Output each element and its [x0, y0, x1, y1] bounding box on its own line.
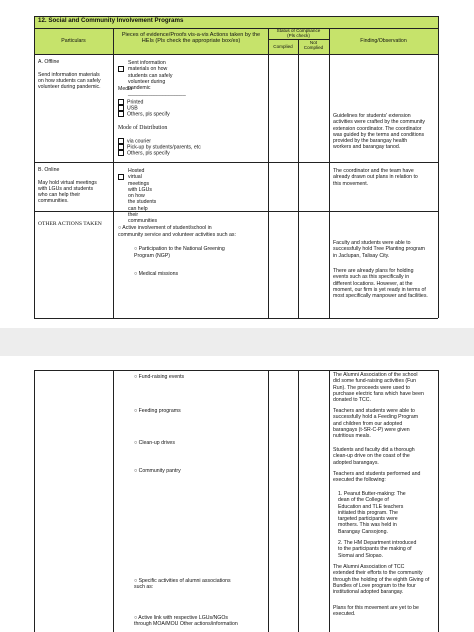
- bullet-icon: ○: [134, 615, 139, 621]
- finding-clean-up: Students and faculty did a thorough clean-up drive on the coast of the adopted barangays.: [333, 447, 415, 466]
- finding-feeding: Teachers and students were able to successfully hold a Feeding Program and children from our adopted barangays (t-SR-C-P) were given nutritious meals.: [333, 408, 419, 440]
- header-evidence: Pieces of evidence/Proofs vis-a-vis Actions taken by the HEIs (Pls check the appropriate box/es): [121, 32, 261, 45]
- border: [329, 28, 330, 318]
- evidence-active-link: ○ Active link with respective LGUs/NGOs through MOA/MOU Other actions/information: [134, 615, 238, 628]
- header-finding: Finding/Observation: [360, 38, 407, 44]
- border: [34, 318, 438, 319]
- finding-offline: Guidelines for students' extension activities were crafted by the community extension coordinator. The coordinator was guided by the terms and conditions provided by the barangay health workers and barangay tanod.: [333, 113, 425, 151]
- border: [329, 370, 330, 632]
- section-title: 12. Social and Community Involvement Programs: [38, 17, 184, 24]
- border: [113, 28, 114, 318]
- finding-performed: Teachers and students performed and executed the following:: [333, 471, 421, 484]
- border: [34, 211, 438, 212]
- header-not-complied: Not Complied: [303, 40, 324, 50]
- media-printed: Printed: [118, 99, 143, 106]
- border: [268, 370, 269, 632]
- bullet-icon: ○: [134, 440, 139, 446]
- border: [298, 39, 299, 318]
- finding-hm-department: 2. The HM Department introduced to the participants the making of Siomai and Siopao.: [338, 540, 417, 559]
- finding-plans: There are already plans for holding events such as this specifically in different locations. However, at the moment, our firm is yet ready in terms of most specifically manpower and facilities.: [333, 268, 428, 300]
- bullet-icon: ○: [134, 408, 139, 414]
- bullet-icon: ○: [134, 468, 139, 474]
- evidence-community-pantry: ○ Community pantry: [134, 468, 181, 474]
- finding-online: The coordinator and the team have already drawn out plans in relation to this movement.: [333, 168, 418, 187]
- mode-pickup: Pick-up by students/parents, etc: [118, 144, 201, 151]
- particular-other-actions: OTHER ACTIONS TAKEN: [38, 221, 102, 227]
- checkbox[interactable]: [118, 150, 124, 156]
- border: [298, 370, 299, 632]
- evidence-active-involvement: ○ Active involvement of student/school in community service and volunteer activities such as:: [118, 225, 236, 238]
- border: [34, 28, 438, 29]
- border: [34, 162, 438, 163]
- border: [34, 54, 438, 55]
- border: [34, 16, 35, 318]
- media-usb: USB: [118, 105, 138, 112]
- border: [438, 370, 439, 632]
- checkbox[interactable]: [118, 111, 124, 117]
- evidence-feeding: ○ Feeding programs: [134, 408, 181, 414]
- bullet-icon: ○: [134, 271, 139, 278]
- border: [34, 370, 438, 371]
- evidence-alumni-activities: ○ Specific activities of alumni associations such as:: [134, 578, 231, 591]
- checkbox[interactable]: [118, 66, 124, 72]
- header-status: Status of Compliance (Pls check): [276, 28, 321, 38]
- bullet-icon: ○: [134, 246, 139, 253]
- evidence-clean-up: ○ Clean-up drives: [134, 440, 175, 446]
- header-particulars: Particulars: [61, 38, 86, 44]
- finding-tree-planting: Faculty and students were able to successfully hold Tree Planting program in Jaclupan, Talisay City.: [333, 240, 425, 259]
- bullet-icon: ○: [118, 225, 123, 232]
- evidence-sent-materials: Sent information materials on how students can safely volunteer during pandemic ____________________: [118, 60, 127, 73]
- bullet-icon: ○: [134, 374, 139, 380]
- particular-online: B. Online May hold virtual meetings with LGUs and students who can help their communities.: [38, 167, 97, 205]
- evidence-virtual-meetings: Hosted virtual meetings with LGUs on how the students can help their communities: [118, 168, 127, 181]
- finding-plans-movement: Plans for this movement are yet to be executed.: [333, 605, 419, 618]
- mode-label: Mode of Distribution: [118, 125, 168, 131]
- evidence-medical: ○ Medical missions: [134, 271, 179, 278]
- mode-courier: via courier: [118, 138, 151, 145]
- border: [268, 28, 269, 318]
- header-complied: Complied: [273, 44, 293, 49]
- border: [34, 370, 35, 632]
- evidence-ngp: ○ Participation to the National Greening Program (NGP): [134, 246, 225, 259]
- mode-others: Others, pls specify: [118, 150, 170, 157]
- checkbox[interactable]: [118, 174, 124, 180]
- media-others: Others, pls specify: [118, 111, 170, 118]
- border: [113, 370, 114, 632]
- finding-peanut-butter: 1. Peanut Butter-making: The dean of the College of Education and TLE teachers initiated this program. The targeted participants were mothers. This was held in Barangay Cansojong.: [338, 491, 406, 535]
- page-2: [0, 356, 474, 632]
- border: [438, 16, 439, 318]
- evidence-fund-raising: ○ Fund-raising events: [134, 374, 185, 380]
- bullet-icon: ○: [134, 578, 139, 584]
- media-label: Media: [118, 86, 133, 92]
- page-gap: [0, 328, 474, 356]
- finding-fun-run: The Alumni Association of the school did some fund-raising activities (Fun Run). The proceeds were used to purchase electric fans which have been donated to TCC.: [333, 372, 424, 404]
- particular-offline: A. Offline Send information materials on how students can safely volunteer during pandemic.: [38, 59, 101, 91]
- finding-bundles-of-love: The Alumni Association of TCC extended their efforts to the community through the holding of the eighth Giving of Bundles of Love program to the four institutional adopted barangay.: [333, 564, 430, 596]
